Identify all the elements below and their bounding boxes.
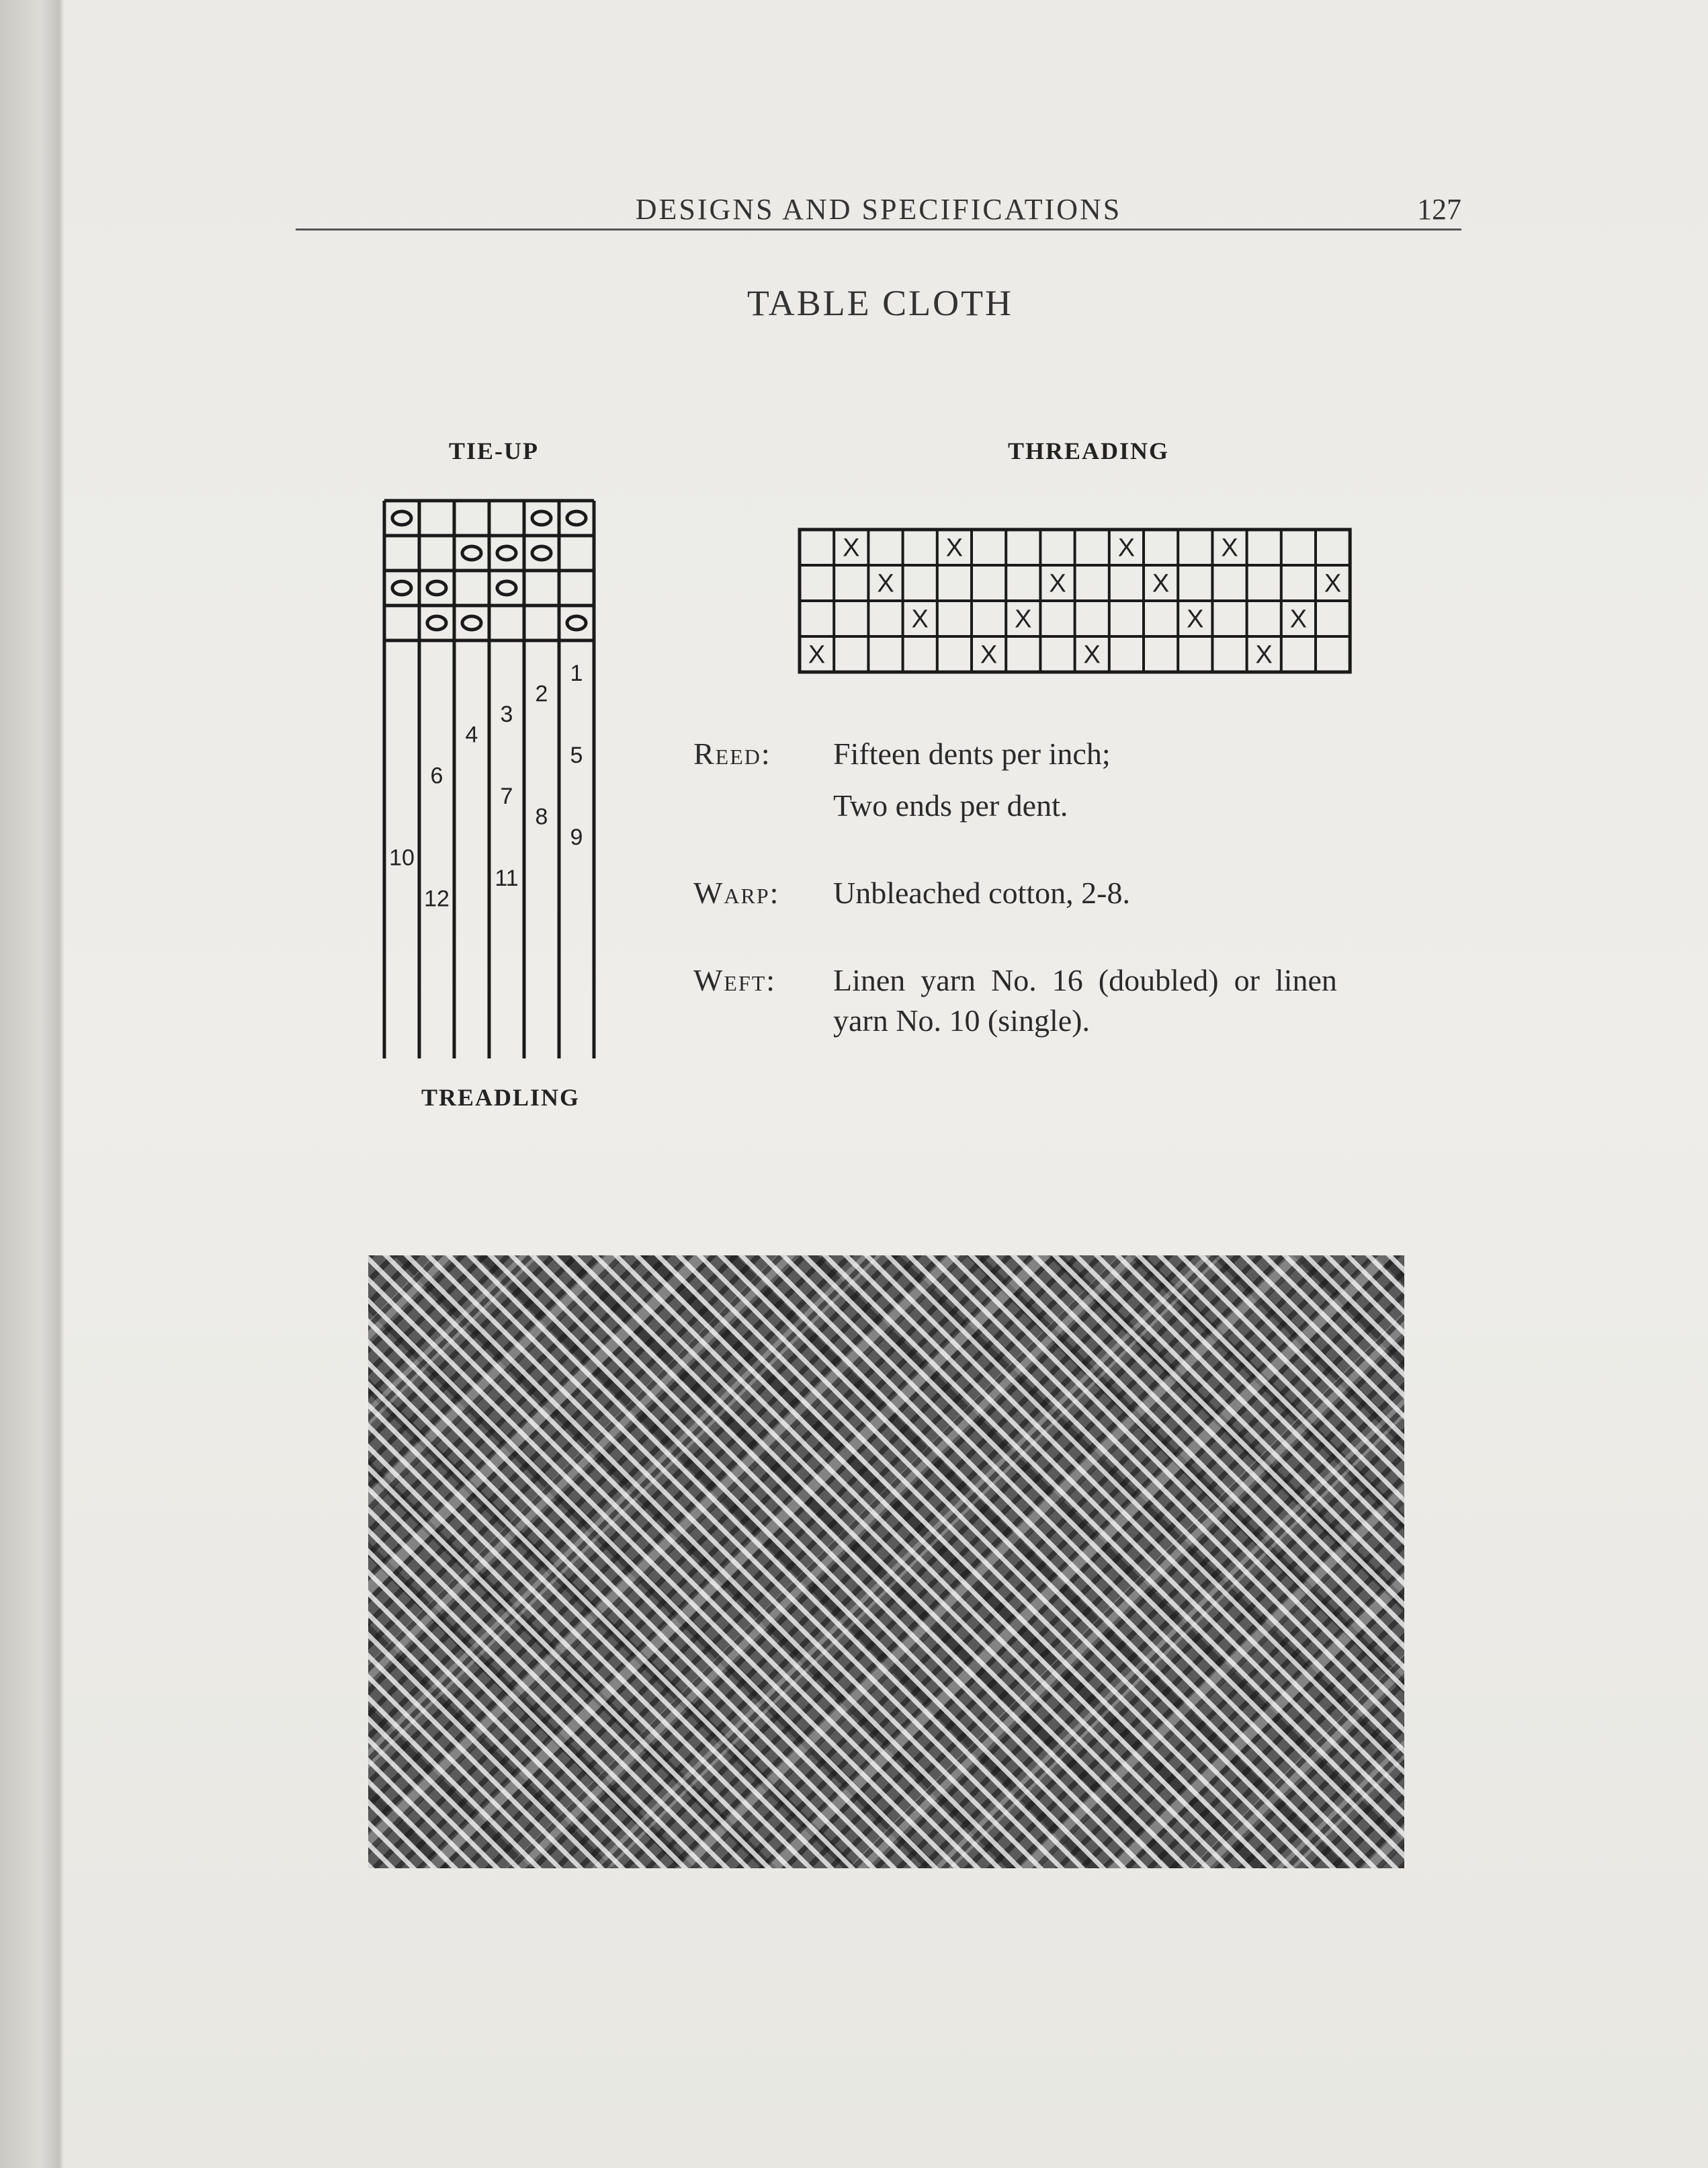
spec-label-reed: Reed:	[693, 737, 771, 771]
threading-x-mark: X	[843, 534, 860, 562]
tie-up-and-treadling-diagram	[376, 494, 605, 1072]
tie-up-circle-mark	[567, 511, 586, 525]
spec-value-line: yarn No. 10 (single).	[833, 1003, 1090, 1038]
tie-up-circle-mark	[532, 511, 551, 525]
spec-value-line: Unbleached cotton, 2-8.	[833, 876, 1130, 910]
threading-x-mark: X	[1187, 605, 1204, 634]
treadling-number: 4	[465, 722, 478, 748]
tie-up-circle-mark	[532, 546, 551, 560]
spec-value-line: Linen yarn No. 16 (doubled) or linen	[833, 963, 1337, 997]
tie-up-circle-mark	[392, 581, 411, 595]
tie-up-circle-mark	[497, 546, 516, 560]
threading-x-mark: X	[808, 640, 826, 669]
treadling-number: 2	[535, 681, 548, 707]
threading-x-mark: X	[1289, 605, 1308, 634]
treadling-number: 6	[430, 763, 443, 789]
tie-up-circle-mark	[427, 581, 446, 595]
running-title: DESIGNS AND SPECIFICATIONS	[635, 193, 1122, 226]
threading-x-mark: X	[1152, 569, 1170, 598]
threading-x-mark: X	[1015, 605, 1032, 634]
threading-x-mark: X	[911, 605, 929, 634]
running-header	[296, 190, 1461, 231]
spec-value-line: Fifteen dents per inch;	[833, 737, 1111, 771]
tie-up-circle-mark	[392, 511, 411, 525]
tie-up-label: TIE-UP	[448, 437, 539, 464]
threading-x-mark: X	[1049, 569, 1066, 598]
treadling-number: 12	[424, 886, 450, 912]
treadling-number: 11	[495, 866, 519, 891]
threading-x-mark: X	[1255, 640, 1273, 669]
tie-up-circle-mark	[462, 616, 481, 630]
treadling-number: 10	[389, 845, 415, 871]
treadling-number: 9	[570, 825, 583, 850]
threading-x-mark: X	[945, 534, 964, 562]
tie-up-circle-mark	[427, 616, 446, 630]
treadling-number: 3	[500, 702, 513, 727]
threading-x-mark: X	[1324, 569, 1342, 598]
threading-x-mark: X	[1083, 640, 1101, 669]
spec-label-weft: Weft:	[693, 963, 777, 997]
threading-x-mark: X	[1117, 534, 1136, 562]
spec-value-line: Two ends per dent.	[833, 788, 1068, 823]
threading-label: THREADING	[1007, 437, 1170, 464]
treadling-number: 1	[570, 661, 583, 686]
treadling-label: TREADLING	[421, 1084, 581, 1111]
treadling-number: 8	[535, 804, 548, 830]
page-title: TABLE CLOTH	[746, 283, 1014, 323]
tie-up-circle-mark	[567, 616, 586, 630]
tie-up-circle-mark	[497, 581, 516, 595]
book-gutter-edge	[0, 0, 64, 2168]
threading-x-mark: X	[877, 569, 894, 598]
woven-fabric-photo	[368, 1255, 1404, 1868]
threading-diagram	[796, 526, 1357, 675]
tie-up-circle-mark	[462, 546, 481, 560]
spec-label-warp: Warp:	[693, 876, 780, 910]
page-number: 127	[1417, 193, 1461, 226]
treadling-number: 5	[570, 743, 583, 768]
threading-x-mark: X	[980, 640, 998, 669]
treadling-number: 7	[500, 784, 513, 809]
threading-x-mark: X	[1221, 534, 1238, 562]
